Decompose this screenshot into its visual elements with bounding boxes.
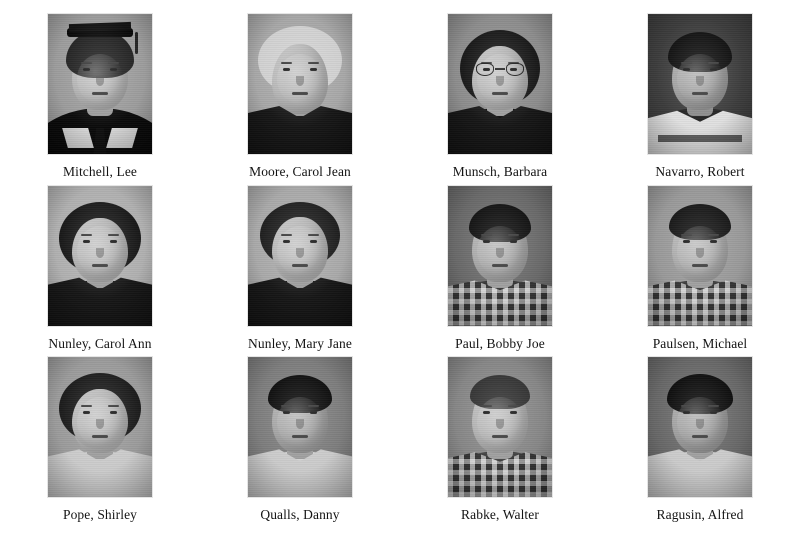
portrait-caption: Mitchell, Lee	[62, 164, 138, 179]
portrait-photo[interactable]	[448, 14, 552, 154]
list-item[interactable]	[200, 14, 400, 186]
portrait-caption: Munsch, Barbara	[452, 164, 548, 179]
photo-image	[448, 186, 552, 326]
photo-image	[648, 357, 752, 497]
photo-image	[448, 14, 552, 154]
photo-image	[648, 186, 752, 326]
portrait-caption: Moore, Carol Jean	[249, 164, 351, 179]
portrait-caption: Navarro, Robert	[655, 164, 745, 179]
portrait-photo[interactable]	[448, 186, 552, 326]
photo-image	[48, 186, 152, 326]
portrait-photo[interactable]	[48, 14, 152, 154]
list-item[interactable]	[600, 186, 800, 358]
list-item[interactable]	[0, 357, 200, 529]
portrait-caption: Paul, Bobby Joe	[455, 335, 545, 351]
list-item[interactable]	[0, 14, 200, 186]
list-item[interactable]	[400, 14, 600, 186]
list-item[interactable]	[400, 186, 600, 358]
list-item[interactable]	[600, 357, 800, 529]
portrait-caption: Nunley, Mary Jane	[248, 335, 352, 351]
photo-image	[248, 186, 352, 326]
list-item[interactable]	[400, 357, 600, 529]
portrait-caption: Ragusin, Alfred	[656, 507, 744, 523]
portrait-photo[interactable]	[248, 14, 352, 154]
list-item[interactable]	[200, 357, 400, 529]
portrait-photo[interactable]	[448, 357, 552, 497]
photo-image	[648, 14, 752, 154]
portrait-caption: Rabke, Walter	[461, 507, 539, 523]
photo-image	[48, 357, 152, 497]
portrait-photo[interactable]	[248, 186, 352, 326]
portrait-caption: Pope, Shirley	[62, 507, 138, 523]
portrait-photo[interactable]	[648, 14, 752, 154]
portrait-photo[interactable]	[48, 357, 152, 497]
portrait-photo[interactable]	[648, 357, 752, 497]
photo-image	[448, 357, 552, 497]
photo-image	[48, 14, 152, 154]
list-item[interactable]	[600, 14, 800, 186]
list-item[interactable]	[200, 186, 400, 358]
photo-image	[248, 14, 352, 154]
photo-image	[248, 357, 352, 497]
portrait-photo[interactable]	[648, 186, 752, 326]
list-item[interactable]	[0, 186, 200, 358]
portrait-caption: Qualls, Danny	[260, 507, 340, 523]
portrait-caption: Nunley, Carol Ann	[48, 335, 152, 351]
portrait-caption: Paulsen, Michael	[652, 335, 748, 351]
portrait-photo[interactable]	[248, 357, 352, 497]
portrait-photo[interactable]	[48, 186, 152, 326]
